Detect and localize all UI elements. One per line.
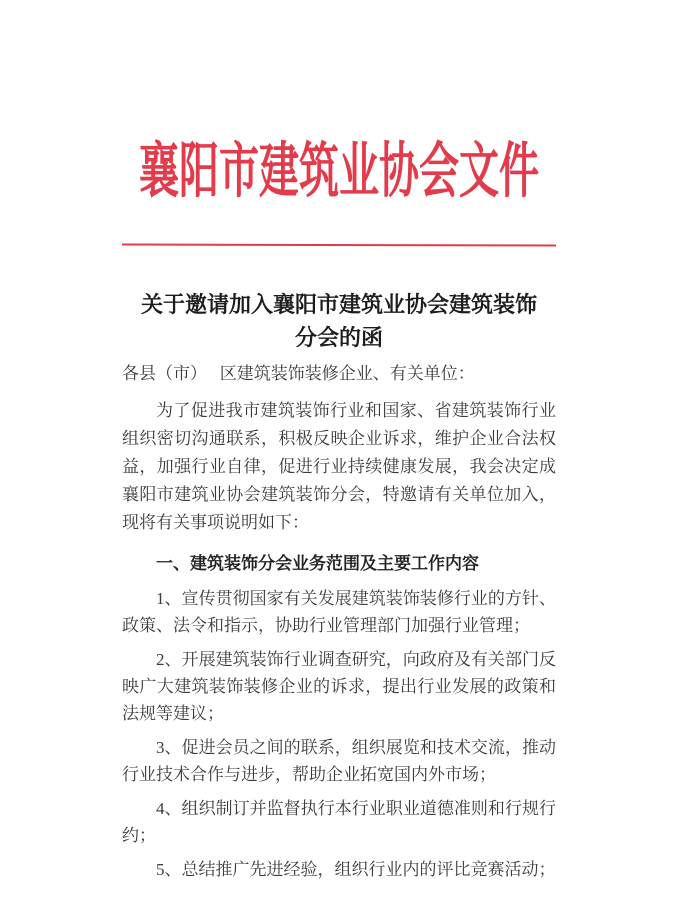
salutation: 各县（市） 区建筑装饰装修企业、有关单位： <box>122 364 475 383</box>
section-heading: 一、建筑装饰分会业务范围及主要工作内容 <box>156 554 479 573</box>
document-title-line-1: 关于邀请加入襄阳市建筑业协会建筑装饰 <box>140 292 537 317</box>
list-item-2: 2、开展建筑装饰行业调查研究，向政府及有关部门反映广大建筑装饰装修企业的诉求，提出行业发展的政策和法规等建议； <box>122 650 556 723</box>
list-item-5: 5、总结推广先进经验，组织行业内的评比竞赛活动； <box>156 860 556 879</box>
document-title <box>122 288 556 354</box>
list-item-1: 1、宣传贯彻国家有关发展建筑装饰装修行业的方针、政策、法令和指示，协助行业管理部门加强行业管理； <box>122 589 556 635</box>
red-separator-line <box>122 244 556 247</box>
list-item-4: 4、组织制订并监督执行本行业职业道德准则和行规行约； <box>122 799 556 845</box>
list-item-3: 3、促进会员之间的联系，组织展览和技术交流，推动行业技术合作与进步，帮助企业拓宽国内外市场； <box>122 738 556 784</box>
intro-paragraph: 为了促进我市建筑装饰行业和国家、省建筑装饰行业组织密切沟通联系，积极反映企业诉求，维护企业合法权益，加强行业自律，促进行业持续健康发展，我会决定成襄阳市建筑业协会建筑装饰分会，特邀请有关单位加入，现将有关事项说明如下： <box>122 401 556 532</box>
letterhead-title: 襄阳市建筑业协会文件 <box>139 137 539 205</box>
document-title-line-2: 分会的函 <box>294 325 383 350</box>
